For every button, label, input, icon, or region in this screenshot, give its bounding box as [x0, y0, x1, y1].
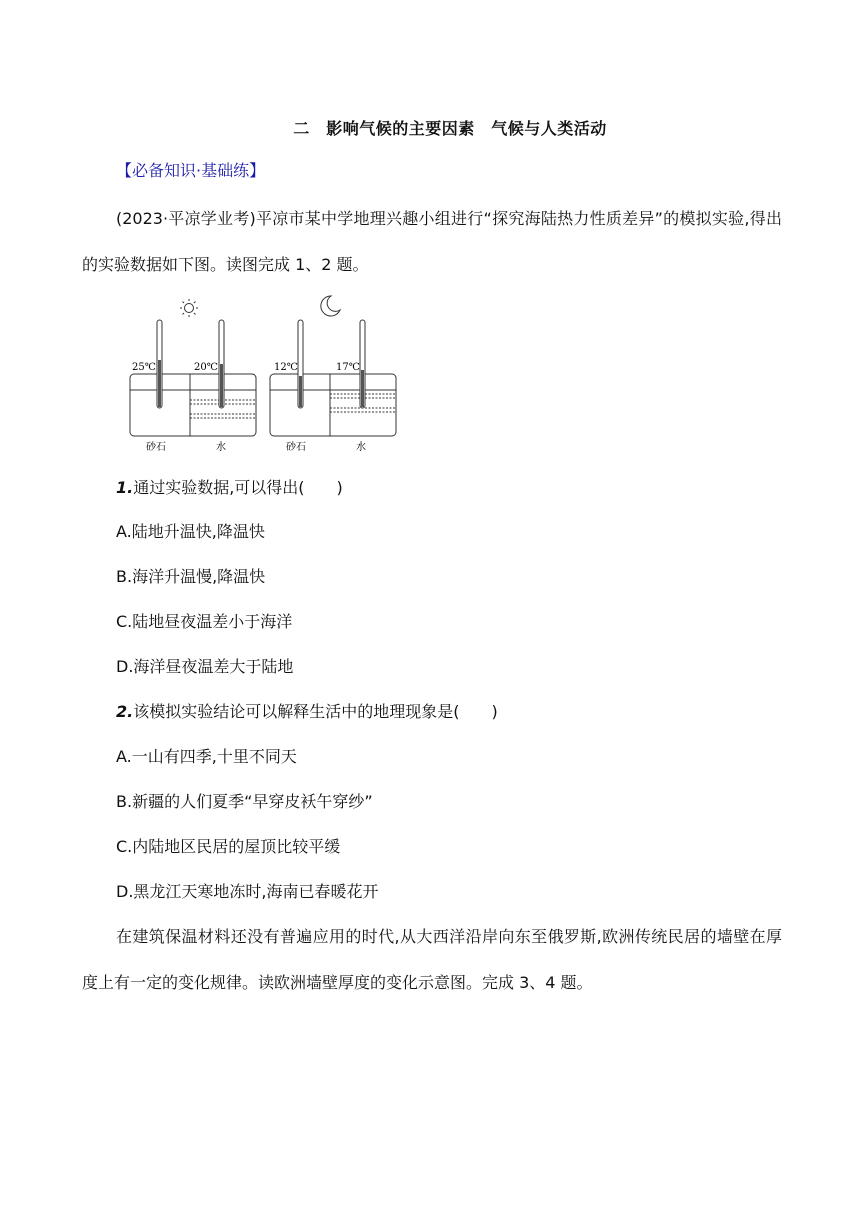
experiment-diagram — [124, 290, 404, 456]
section-tag: 【必备知识·基础练】 — [116, 161, 266, 180]
question-2-text: 该模拟实验结论可以解释生活中的地理现象是( ) — [133, 702, 498, 721]
question-1-option-b: B.海洋升温慢,降温快 — [116, 567, 266, 586]
question-2-option-d: D.黑龙江天寒地冻时,海南已春暖花开 — [116, 882, 379, 901]
day-sand-temp: 25℃ — [132, 362, 156, 373]
question-2-option-b: B.新疆的人们夏季“早穿皮袄午穿纱” — [116, 792, 373, 811]
day-water-label: 水 — [216, 442, 226, 453]
intro-paragraph-1: (2023·平凉学业考)平凉市某中学地理兴趣小组进行“探究海陆热力性质差异”的模拟实验,得出的实验数据如下图。读图完成 1、2 题。 — [82, 209, 782, 274]
night-sand-temp: 12℃ — [274, 362, 298, 373]
night-container — [270, 320, 396, 453]
question-2-stem — [116, 700, 498, 724]
intro-paragraph-2: 在建筑保温材料还没有普遍应用的时代,从大西洋沿岸向东至俄罗斯,欧洲传统民居的墙壁在厚度上有一定的变化规律。读欧洲墙壁厚度的变化示意图。完成 3、4 题。 — [82, 927, 782, 992]
question-2-option-c: C.内陆地区民居的屋顶比较平缓 — [116, 837, 341, 856]
question-1-option-c: C.陆地昼夜温差小于海洋 — [116, 612, 293, 631]
sun-icon — [180, 299, 198, 317]
night-sand-label: 砂石 — [286, 442, 306, 453]
day-sand-label: 砂石 — [146, 442, 166, 453]
question-1-stem — [116, 476, 343, 500]
question-2-option-a: A.一山有四季,十里不同天 — [116, 747, 297, 766]
question-2-number: 2. — [116, 702, 134, 721]
night-water-temp: 17℃ — [336, 362, 360, 373]
question-1-text: 通过实验数据,可以得出( ) — [133, 478, 343, 497]
question-1-number: 1. — [116, 478, 134, 497]
page-title: 二 影响气候的主要因素 气候与人类活动 — [293, 119, 607, 138]
day-container — [130, 320, 256, 453]
question-1-option-d: D.海洋昼夜温差大于陆地 — [116, 657, 294, 676]
night-water-label: 水 — [356, 442, 366, 453]
moon-icon — [321, 296, 340, 316]
question-1-option-a: A.陆地升温快,降温快 — [116, 522, 265, 541]
day-water-temp: 20℃ — [194, 362, 218, 373]
experiment-figure — [124, 290, 404, 460]
